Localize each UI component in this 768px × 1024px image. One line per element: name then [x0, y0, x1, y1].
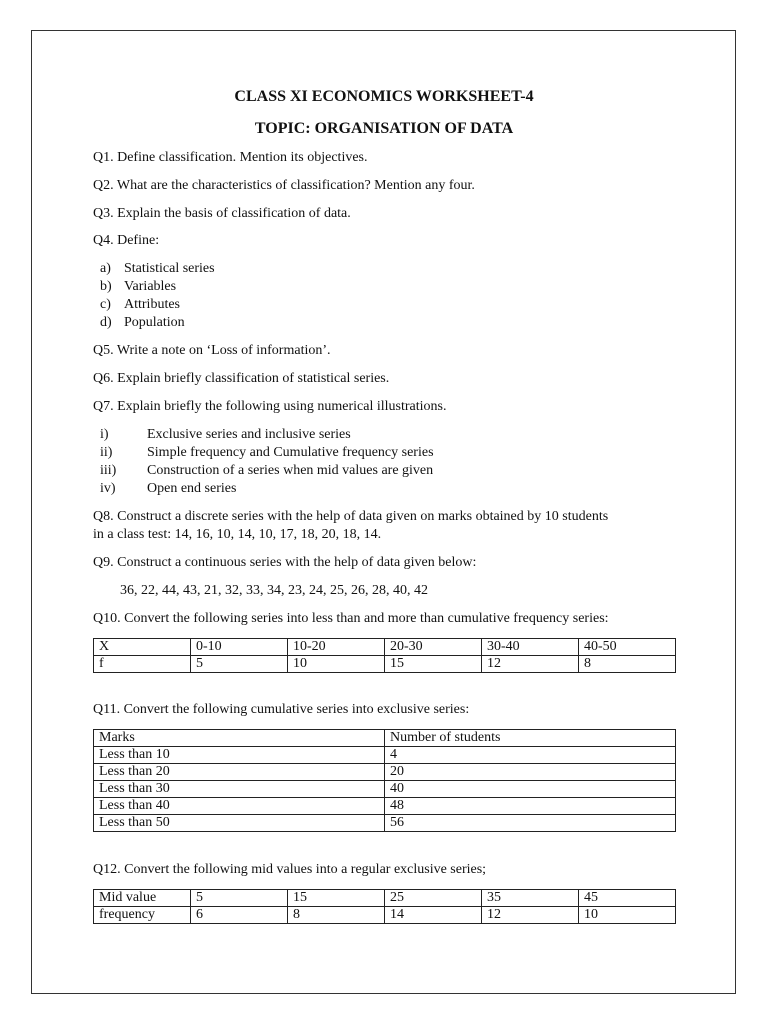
- table-cell: 30-40: [482, 639, 579, 656]
- table-cell: 10-20: [288, 639, 385, 656]
- list-marker: iv): [100, 481, 116, 496]
- table-cell: 12: [482, 907, 579, 924]
- table-cell: 15: [385, 656, 482, 673]
- table-cell: Less than 10: [94, 747, 385, 764]
- table-cell: Less than 40: [94, 798, 385, 815]
- q10-table: [93, 638, 676, 673]
- list-item: Variables: [124, 279, 177, 294]
- list-marker: a): [100, 261, 111, 276]
- table-row: [94, 890, 676, 907]
- table-row: [94, 764, 676, 781]
- list-item: Statistical series: [124, 261, 215, 276]
- question-11: Q11. Convert the following cumulative series into exclusive series:: [93, 702, 470, 717]
- table-cell: Number of students: [385, 730, 676, 747]
- table-cell: 5: [191, 890, 288, 907]
- question-9-data: 36, 22, 44, 43, 21, 32, 33, 34, 23, 24, 25, 26, 28, 40, 42: [120, 583, 428, 598]
- table-row: [94, 907, 676, 924]
- table-cell: Marks: [94, 730, 385, 747]
- list-item: Open end series: [147, 481, 237, 496]
- question-4: Q4. Define:: [93, 233, 160, 248]
- list-item: Attributes: [124, 297, 180, 312]
- table-row: [94, 815, 676, 832]
- table-cell: Less than 20: [94, 764, 385, 781]
- table-cell: Less than 30: [94, 781, 385, 798]
- list-marker: ii): [100, 445, 113, 460]
- list-item: Exclusive series and inclusive series: [147, 427, 351, 442]
- list-item: Construction of a series when mid values are given: [147, 463, 434, 478]
- table-cell: 56: [385, 815, 676, 832]
- table-row: [94, 639, 676, 656]
- table-cell: 8: [579, 656, 676, 673]
- table-cell: 45: [579, 890, 676, 907]
- table-cell: 25: [385, 890, 482, 907]
- question-7: Q7. Explain briefly the following using numerical illustrations.: [93, 399, 447, 414]
- question-1: Q1. Define classification. Mention its objectives.: [93, 150, 368, 165]
- worksheet-title: CLASS XI ECONOMICS WORKSHEET-4: [234, 88, 534, 105]
- question-6: Q6. Explain briefly classification of statistical series.: [93, 371, 390, 386]
- list-marker: d): [100, 315, 112, 330]
- table-cell: 40-50: [579, 639, 676, 656]
- table-cell: 35: [482, 890, 579, 907]
- question-2: Q2. What are the characteristics of classification? Mention any four.: [93, 178, 475, 193]
- table-cell: 10: [288, 656, 385, 673]
- table-cell: Mid value: [94, 890, 191, 907]
- question-12: Q12. Convert the following mid values into a regular exclusive series;: [93, 862, 487, 877]
- question-3: Q3. Explain the basis of classification of data.: [93, 206, 351, 221]
- table-cell: 12: [482, 656, 579, 673]
- list-marker: b): [100, 279, 112, 294]
- question-8: Q8. Construct a discrete series with the help of data given on marks obtained by 10 students: [93, 509, 609, 524]
- question-9: Q9. Construct a continuous series with the help of data given below:: [93, 555, 477, 570]
- table-cell: 6: [191, 907, 288, 924]
- table-cell: 15: [288, 890, 385, 907]
- table-cell: Less than 50: [94, 815, 385, 832]
- table-cell: 20: [385, 764, 676, 781]
- table-cell: 5: [191, 656, 288, 673]
- table-cell: frequency: [94, 907, 191, 924]
- table-cell: f: [94, 656, 191, 673]
- question-8-data: in a class test: 14, 16, 10, 14, 10, 17, 18, 20, 18, 14.: [93, 527, 382, 542]
- table-cell: 8: [288, 907, 385, 924]
- table-cell: X: [94, 639, 191, 656]
- table-cell: 0-10: [191, 639, 288, 656]
- table-cell: 40: [385, 781, 676, 798]
- list-marker: c): [100, 297, 111, 312]
- table-row: [94, 798, 676, 815]
- list-item: Simple frequency and Cumulative frequency series: [147, 445, 434, 460]
- q12-table: [93, 889, 676, 924]
- q11-table: [93, 729, 676, 832]
- table-cell: 4: [385, 747, 676, 764]
- list-marker: iii): [100, 463, 117, 478]
- table-cell: 20-30: [385, 639, 482, 656]
- table-cell: 48: [385, 798, 676, 815]
- table-cell: 10: [579, 907, 676, 924]
- question-5: Q5. Write a note on ‘Loss of information’.: [93, 343, 331, 358]
- question-10: Q10. Convert the following series into less than and more than cumulative frequency series:: [93, 611, 609, 626]
- table-row: [94, 656, 676, 673]
- table-row: [94, 730, 676, 747]
- topic-heading: TOPIC: ORGANISATION OF DATA: [254, 120, 514, 137]
- table-cell: 14: [385, 907, 482, 924]
- table-row: [94, 781, 676, 798]
- list-marker: i): [100, 427, 109, 442]
- list-item: Population: [124, 315, 185, 330]
- table-row: [94, 747, 676, 764]
